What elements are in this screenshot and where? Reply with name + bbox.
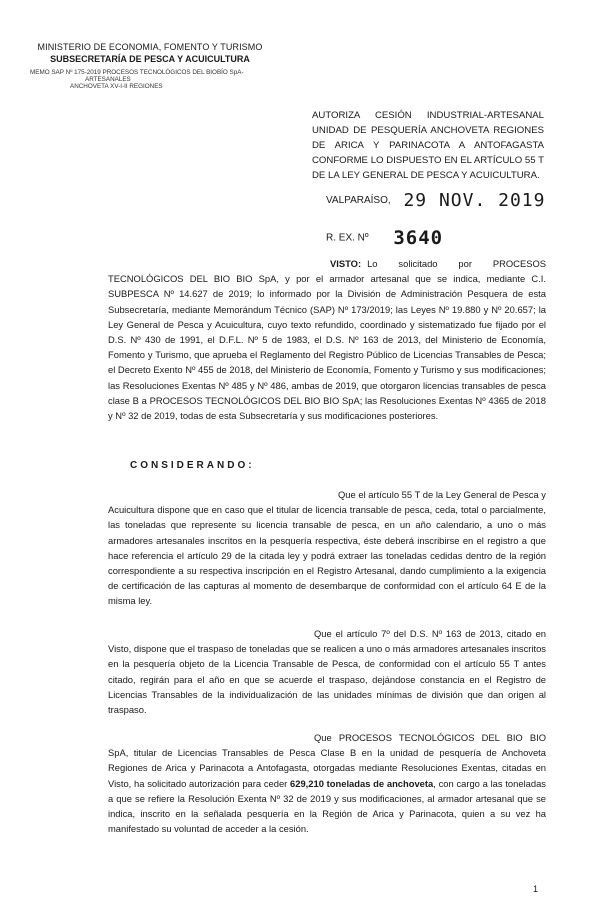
p3-tonnage: 629,210 toneladas de anchoveta [290, 777, 434, 789]
place: VALPARAÍSO, [326, 195, 391, 206]
place-date [326, 190, 545, 211]
considerando-heading: CONSIDERANDO: [130, 460, 255, 471]
visto-text: Lo solicitado por PROCESOS TECNOLÓGICOS DEL BIO BIO SpA, y por el armador artesanal que se indica, mediante C.I. SUBPESCA Nº 14.627 de 2019; lo informado por la División de Administración Pesquera de esta Subsecretaría, mediante Memorándum Técnico (SAP) Nº 173/2019; las Leyes Nº 19.880 y Nº 20.657; la Ley General de Pesca y Acuicultura, cuyo texto refundido, coordinado y sistematizado fue fijado por el D.S. Nº 430 de 1991, el D.F.L. Nº 5 de 1983, el D.S. Nº 163 de 2013, del Ministerio de Economía, Fomento y Turismo, que aprueba el Reglamento del Registro Público de Licencias Transables de Pesca; el Decreto Exento Nº 455 de 2018, del Ministerio de Economía, Fomento y Turismo y sus modificaciones; las Resoluciones Exentas Nº 485 y Nº 486, ambas de 2019, que otorgaron licencias transables de pesca clase B a PROCESOS TECNOLÓGICOS DEL BIO BIO SpA; las Resoluciones Exentas Nº 4365 de 2018 y Nº 32 de 2019, todas de esta Subsecretaría y sus modificaciones posteriores. [108, 258, 546, 422]
considerando-paragraph-1: Que el artículo 55 T de la Ley General de Pesca y Acuicultura dispone que en caso que el titular de licencia transable de pesca, ceda, total o parcialmente, las toneladas que represente su licencia transable de pesca, en un año calendario, a uno o más armadores artesanales inscritos en la pesquería respectiva, éste deberá inscribirse en el registro a que hace referencia el artículo 29 de la citada ley y podrá extraer las toneladas cedidas dentro de la región correspondiente a su respectiva inscripción en el Registro Artesanal, dando cumplimiento a la exigencia de certificación de las capturas al momento de desembarque de conformidad con el artículo 64 E de la misma ley. [108, 489, 546, 607]
page-number: 1 [533, 884, 539, 894]
resolution-number [326, 227, 443, 249]
p3-text-after: , con cargo a las toneladas a que se refiere la Resolución Exenta Nº 32 de 2019 y sus modificaciones, al armador artesanal que se indica, inscrito en la señalada pesquería en la Región de Arica y Parinacota, quien a su vez ha manifestado su voluntad de acceder a la cesión. [108, 777, 546, 835]
visto-label: VISTO: [330, 258, 362, 269]
letterhead [30, 42, 310, 90]
rex-label: R. EX. Nº [326, 232, 369, 244]
considerando-paragraph-3 [108, 730, 546, 836]
date-stamp: 29 NOV. 2019 [403, 190, 546, 211]
memo-reference-line2: ARTESANALES [85, 76, 131, 83]
memo-reference-line3: ANCHOVETA XV-I-II REGIONES [70, 83, 163, 90]
visto-paragraph [108, 256, 546, 423]
resolution-title: AUTORIZA CESIÓN INDUSTRIAL-ARTESANAL UNIDAD DE PESQUERÍA ANCHOVETA REGIONES DE ARICA Y PARINACOTA A ANTOFAGASTA CONFORME LO DISPUESTO EN EL ARTÍCULO 55 T DE LA LEY GENERAL DE PESCA Y ACUICULTURA. [312, 110, 544, 181]
ministry-name: MINISTERIO DE ECONOMIA, FOMENTO Y TURISMO [37, 42, 263, 52]
memo-reference: MEMO SAP Nº 175-2019 PROCESOS TECNOLÓGICOS DEL BIOBÍO SpA- [30, 69, 244, 76]
considerando-paragraph-2: Que el artículo 7º del D.S. Nº 163 de 2013, citado en Visto, dispone que el traspaso de toneladas que se realicen a uno o más armadores artesanales inscritos en la pesquería objeto de la Licencia Transable de Pesca, de conformidad con el artículo 55 T antes citado, regirán para el año en que se acuerde el traspaso, dejándose constancia en el Registro de Licencias Transables de la individualización de las unidades mínimas de división que dan origen al traspaso. [108, 628, 546, 716]
rex-number: 3640 [393, 227, 444, 249]
subsecretaria-name: SUBSECRETARÍA DE PESCA Y ACUICULTURA [50, 54, 250, 64]
p3-text-before: Que PROCESOS TECNOLÓGICOS DEL BIO BIO SpA, titular de Licencias Transables de Pesca Clase B en la unidad de pesquería de Anchoveta Regiones de Arica y Parinacota a Antofagasta, otorgadas mediante Resoluciones Exentas, citadas en Visto, ha solicitado autorización para ceder [108, 732, 546, 789]
